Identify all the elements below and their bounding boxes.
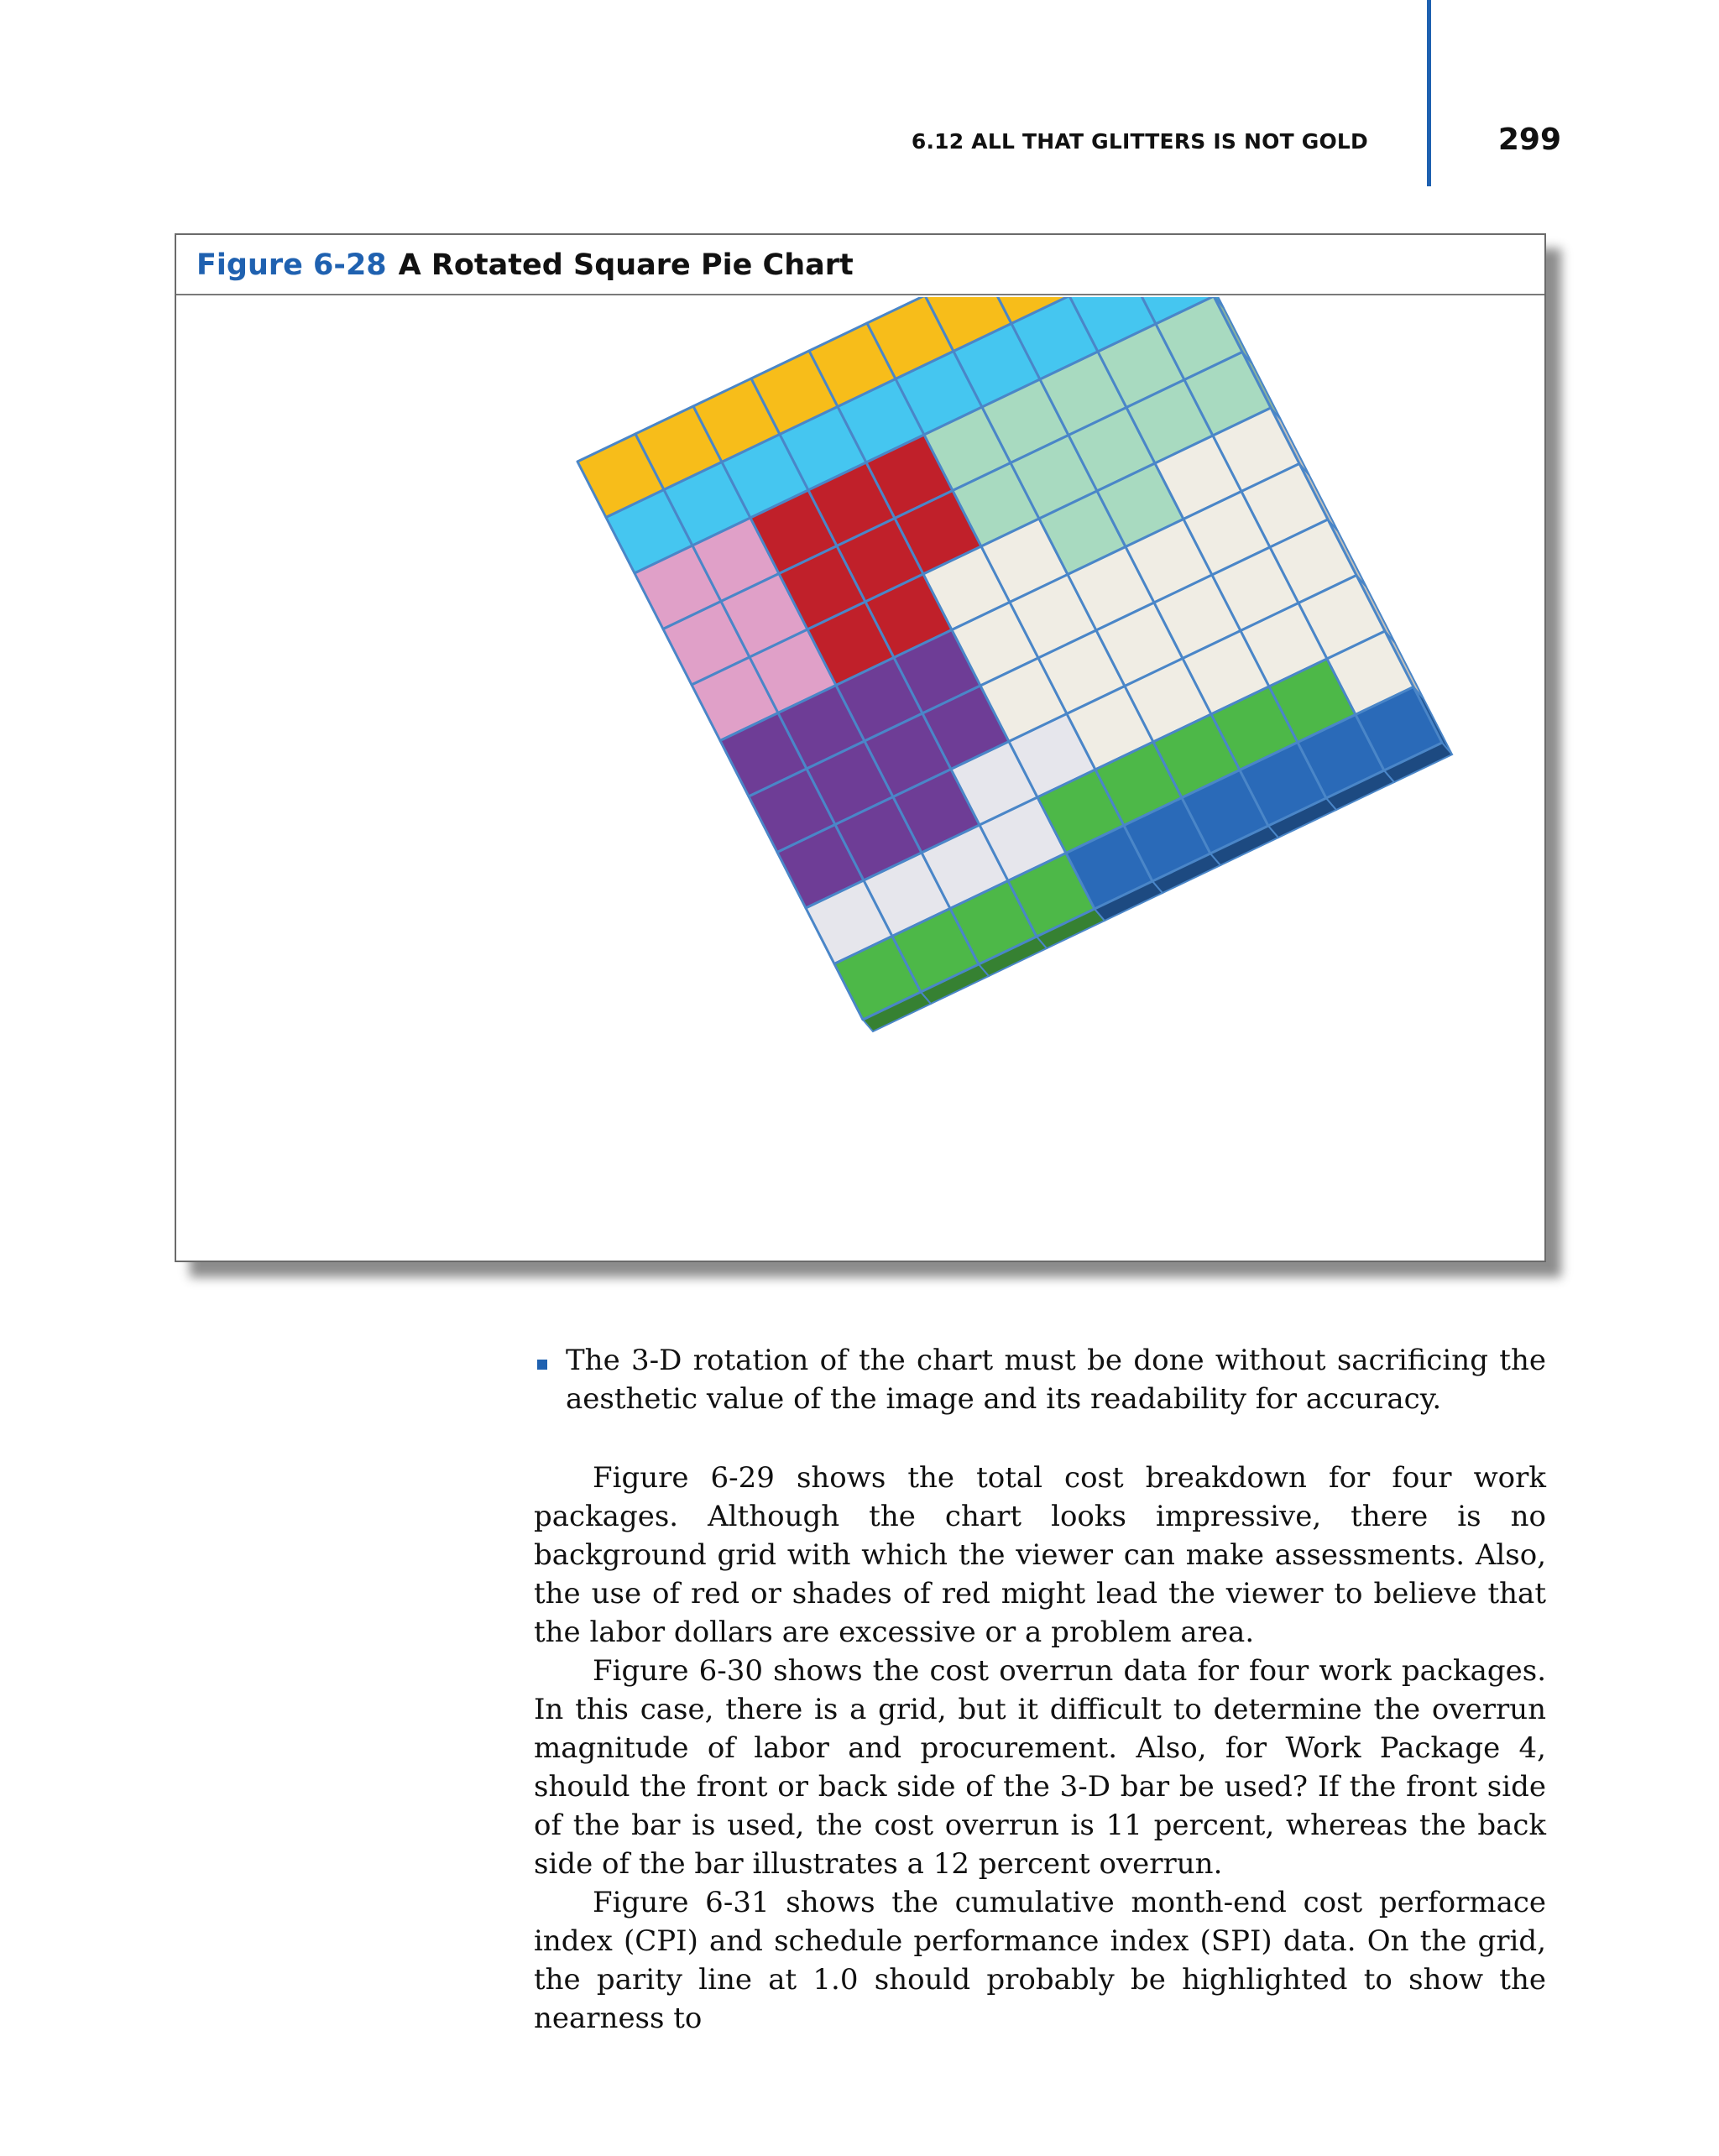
paragraph-3: Figure 6-31 shows the cumulative month-end cost performace index (CPI) and schedule performance index (SPI) data. On the grid, the parity line at 1.0 should probably be highlighted to show the nearness to <box>534 1886 1546 2035</box>
chart-cells <box>577 297 1442 1020</box>
paragraph-1: Figure 6-29 shows the total cost breakdown for four work packages. Although the chart looks impressive, there is no background grid with which the viewer can make assessments. Also, the use of red or shades of red might lead the viewer to believe that the labor dollars are excessive or a problem area. <box>534 1461 1546 1649</box>
figure-panel <box>175 233 1546 1262</box>
body-paragraphs <box>534 1459 1546 2038</box>
square-pie-chart <box>176 297 1544 1259</box>
bullet-item-text: The 3-D rotation of the chart must be done without sacrificing the aesthetic value of the image and its readability for accuracy. <box>566 1344 1546 1416</box>
running-head: 6.12 ALL THAT GLITTERS IS NOT GOLD <box>911 129 1368 154</box>
figure-title: A Rotated Square Pie Chart <box>398 248 854 282</box>
figure-number: Figure 6-28 <box>196 248 387 282</box>
paragraph-2: Figure 6-30 shows the cost overrun data for four work packages. In this case, there is a grid, but it difficult to determine the overrun magnitude of labor and procurement. Also, for Work Package 4, should the front or back side of the 3-D bar be used? If the front side of the bar is used, the cost overrun is 11 percent, whereas the back side of the bar illustrates a 12 percent overrun. <box>534 1654 1546 1881</box>
page-number: 299 <box>1497 123 1561 157</box>
header-rule <box>1427 0 1431 186</box>
bullet-marker <box>537 1360 547 1370</box>
figure-caption <box>176 235 1544 295</box>
